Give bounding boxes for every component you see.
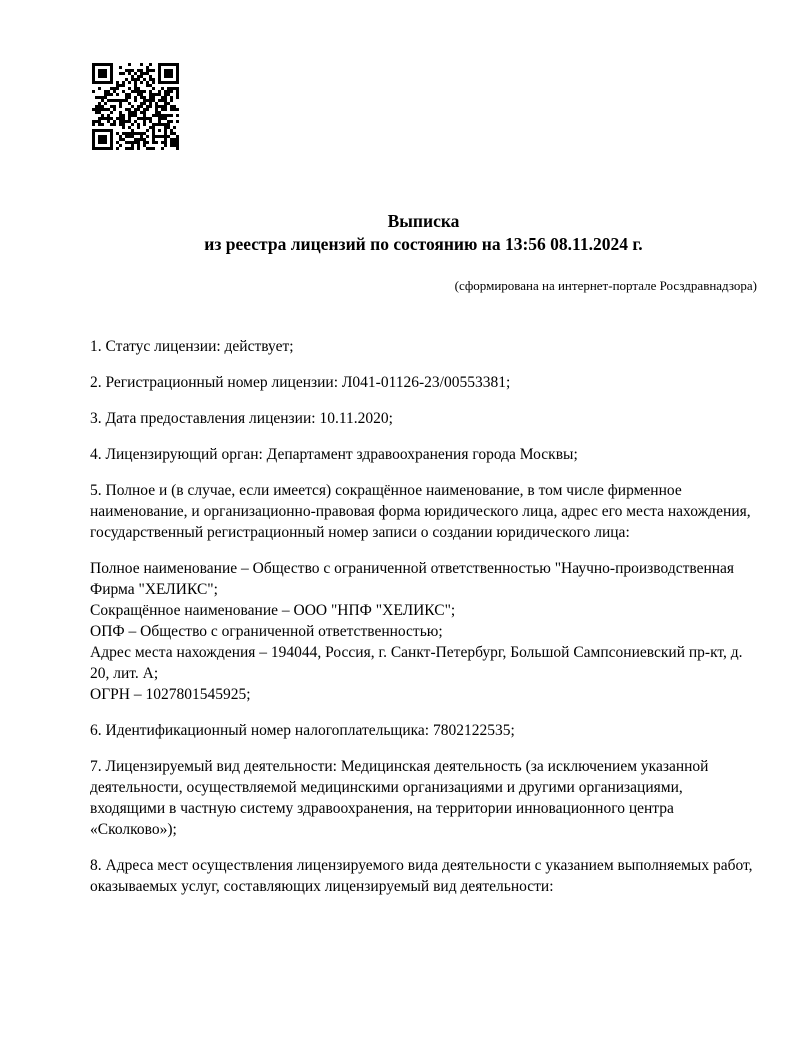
item-2-registration-number: 2. Регистрационный номер лицензии: Л041-01126-23/00553381; — [90, 374, 511, 391]
item-7-licensed-activity: 7. Лицензируемый вид деятельности: Медицинская деятельность (за исключением указанной деятельности, осуществляемой медицинскими организациями и другими организациями, входящими в частную систему здравоохранения, на территории инновационного центра «Сколково»); — [90, 758, 709, 838]
item-1-license-status: 1. Статус лицензии: действует; — [90, 338, 294, 355]
item-5-entity-intro: 5. Полное и (в случае, если имеется) сокращённое наименование, в том числе фирменное наименование, и организационно-правовая форма юридического лица, адрес его места нахождения, государственный регистрационный номер записи о создании юридического лица: — [90, 482, 751, 541]
document-content — [90, 0, 757, 912]
item-6-taxpayer-id: 6. Идентификационный номер налогоплательщика: 7802122535; — [90, 722, 515, 739]
document-body — [90, 336, 757, 897]
entity-full-name: Полное наименование – Общество с ограниченной ответственностью "Научно-производственная Фирма "ХЕЛИКС"; — [90, 560, 735, 598]
item-4-licensing-authority: 4. Лицензирующий орган: Департамент здравоохранения города Москвы; — [90, 446, 578, 463]
entity-opf: ОПФ – Общество с ограниченной ответственностью; — [90, 623, 443, 640]
item-8-activity-addresses: 8. Адреса мест осуществления лицензируемого вида деятельности с указанием выполняемых работ, оказываемых услуг, составляющих лицензируемый вид деятельности: — [90, 857, 753, 895]
title-line-1: Выписка — [387, 211, 460, 231]
document-subtitle: (сформирована на интернет-портале Росздравнадзора) — [454, 278, 757, 293]
legal-entity-details — [90, 558, 757, 705]
title-line-2: из реестра лицензий по состоянию на 13:56 08.11.2024 г. — [204, 234, 643, 254]
document-title — [90, 210, 757, 256]
item-3-grant-date: 3. Дата предоставления лицензии: 10.11.2020; — [90, 410, 393, 427]
entity-short-name: Сокращённое наименование – ООО "НПФ "ХЕЛИКС"; — [90, 602, 456, 619]
entity-address: Адрес места нахождения – 194044, Россия, г. Санкт-Петербург, Большой Сампсониевский пр-кт, д. 20, лит. А; — [90, 644, 743, 682]
entity-ogrn: ОГРН – 1027801545925; — [90, 686, 251, 703]
